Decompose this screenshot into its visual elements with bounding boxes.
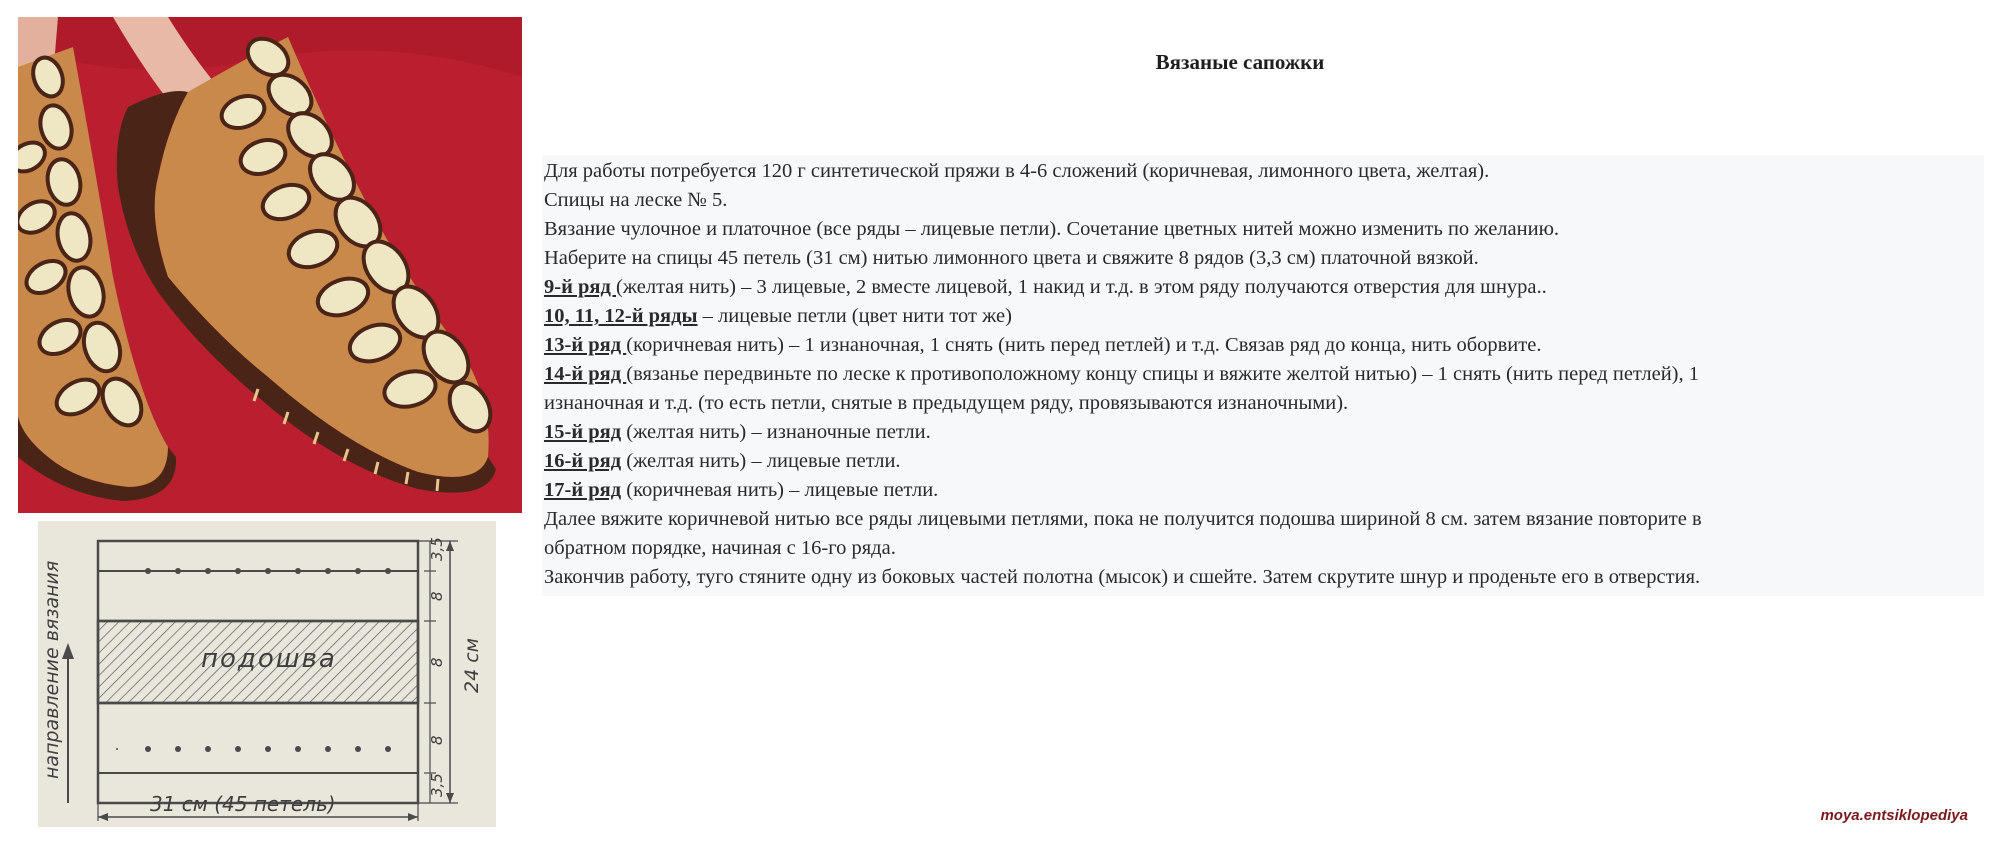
dim-width-label: 31 см (45 петель) bbox=[150, 792, 336, 816]
row-label: 13-й ряд bbox=[544, 334, 627, 356]
row-instruction: 9-й ряд (желтая нить) – 3 лицевые, 2 вместе лицевой, 1 накид и т.д. в этом ряду получаются отверстия для шнура.. bbox=[544, 276, 1547, 298]
paragraph: обратном порядке, начиная с 16-го ряда. bbox=[544, 537, 896, 559]
paragraph: Далее вяжите коричневой нитью все ряды лицевыми петлями, пока не получится подошва шириной 8 см. затем вязание повторите в bbox=[544, 508, 1702, 530]
paragraph: Вязание чулочное и платочное (все ряды – лицевые петли). Сочетание цветных нитей можно изменить по желанию. bbox=[544, 218, 1560, 240]
sole-label: подошва bbox=[201, 644, 337, 674]
row-label: 9-й ряд bbox=[544, 276, 617, 298]
knitting-pattern-schema bbox=[38, 521, 496, 827]
knitted-boots-illustration bbox=[18, 17, 522, 513]
paragraph: Закончив работу, туго стяните одну из боковых частей полотна (мысок) и сшейте. Затем скрутите шнур и проденьте его в отверстия. bbox=[544, 566, 1701, 588]
paragraph: Наберите на спицы 45 петель (31 см) нитью лимонного цвета и свяжите 8 рядов (3,3 см) платочной вязкой. bbox=[544, 247, 1479, 269]
row-instruction: 10, 11, 12-й ряды – лицевые петли (цвет нити тот же) bbox=[544, 305, 1012, 327]
row-label: 14-й ряд bbox=[544, 363, 627, 385]
row-instruction: 15-й ряд (желтая нить) – изнаночные петли. bbox=[544, 421, 931, 443]
row-label: 15-й ряд bbox=[544, 421, 622, 443]
dim-top-label: 3,5 bbox=[428, 537, 446, 561]
site-watermark: moya.entsiklopediya bbox=[1820, 807, 1968, 824]
row-instruction: 14-й ряд (вязанье передвиньте по леске к противоположному концу спицы и вяжите желтой нитью) – 1 снять (нить перед петлей), 1 bbox=[544, 363, 1699, 385]
row-instruction: 16-й ряд (желтая нить) – лицевые петли. bbox=[544, 450, 901, 472]
dim-bottom-label: 3,5 bbox=[428, 773, 446, 797]
knitting-diagram bbox=[38, 521, 496, 827]
paragraph: Для работы потребуется 120 г синтетической пряжи в 4-6 сложений (коричневая, лимонного цвета, желтая). bbox=[544, 160, 1490, 182]
page-title: Вязаные сапожки bbox=[1155, 50, 1325, 74]
paragraph: Спицы на леске № 5. bbox=[544, 189, 728, 211]
row-label: 17-й ряд bbox=[544, 479, 622, 501]
knitted-boots-photo bbox=[18, 17, 522, 513]
row-label: 10, 11, 12-й ряды bbox=[544, 305, 698, 327]
row-label: 16-й ряд bbox=[544, 450, 622, 472]
paragraph: изнаночная и т.д. (то есть петли, снятые в предыдущем ряду, провязываются изнаночными). bbox=[544, 392, 1349, 414]
row-instruction: 13-й ряд (коричневая нить) – 1 изнаночная, 1 снять (нить перед петлей) и т.д. Связав ряд до конца, нить оборвите. bbox=[544, 334, 1542, 356]
dim-lower-label: 8 bbox=[428, 735, 446, 745]
row-instruction: 17-й ряд (коричневая нить) – лицевые петли. bbox=[544, 479, 939, 501]
dim-upper-label: 8 bbox=[428, 591, 446, 601]
dim-middle-label: 8 bbox=[428, 657, 446, 667]
dim-total-label: 24 см bbox=[461, 638, 483, 693]
knitting-direction-label: направление вязания bbox=[41, 560, 63, 779]
instructions-text bbox=[542, 155, 1984, 596]
